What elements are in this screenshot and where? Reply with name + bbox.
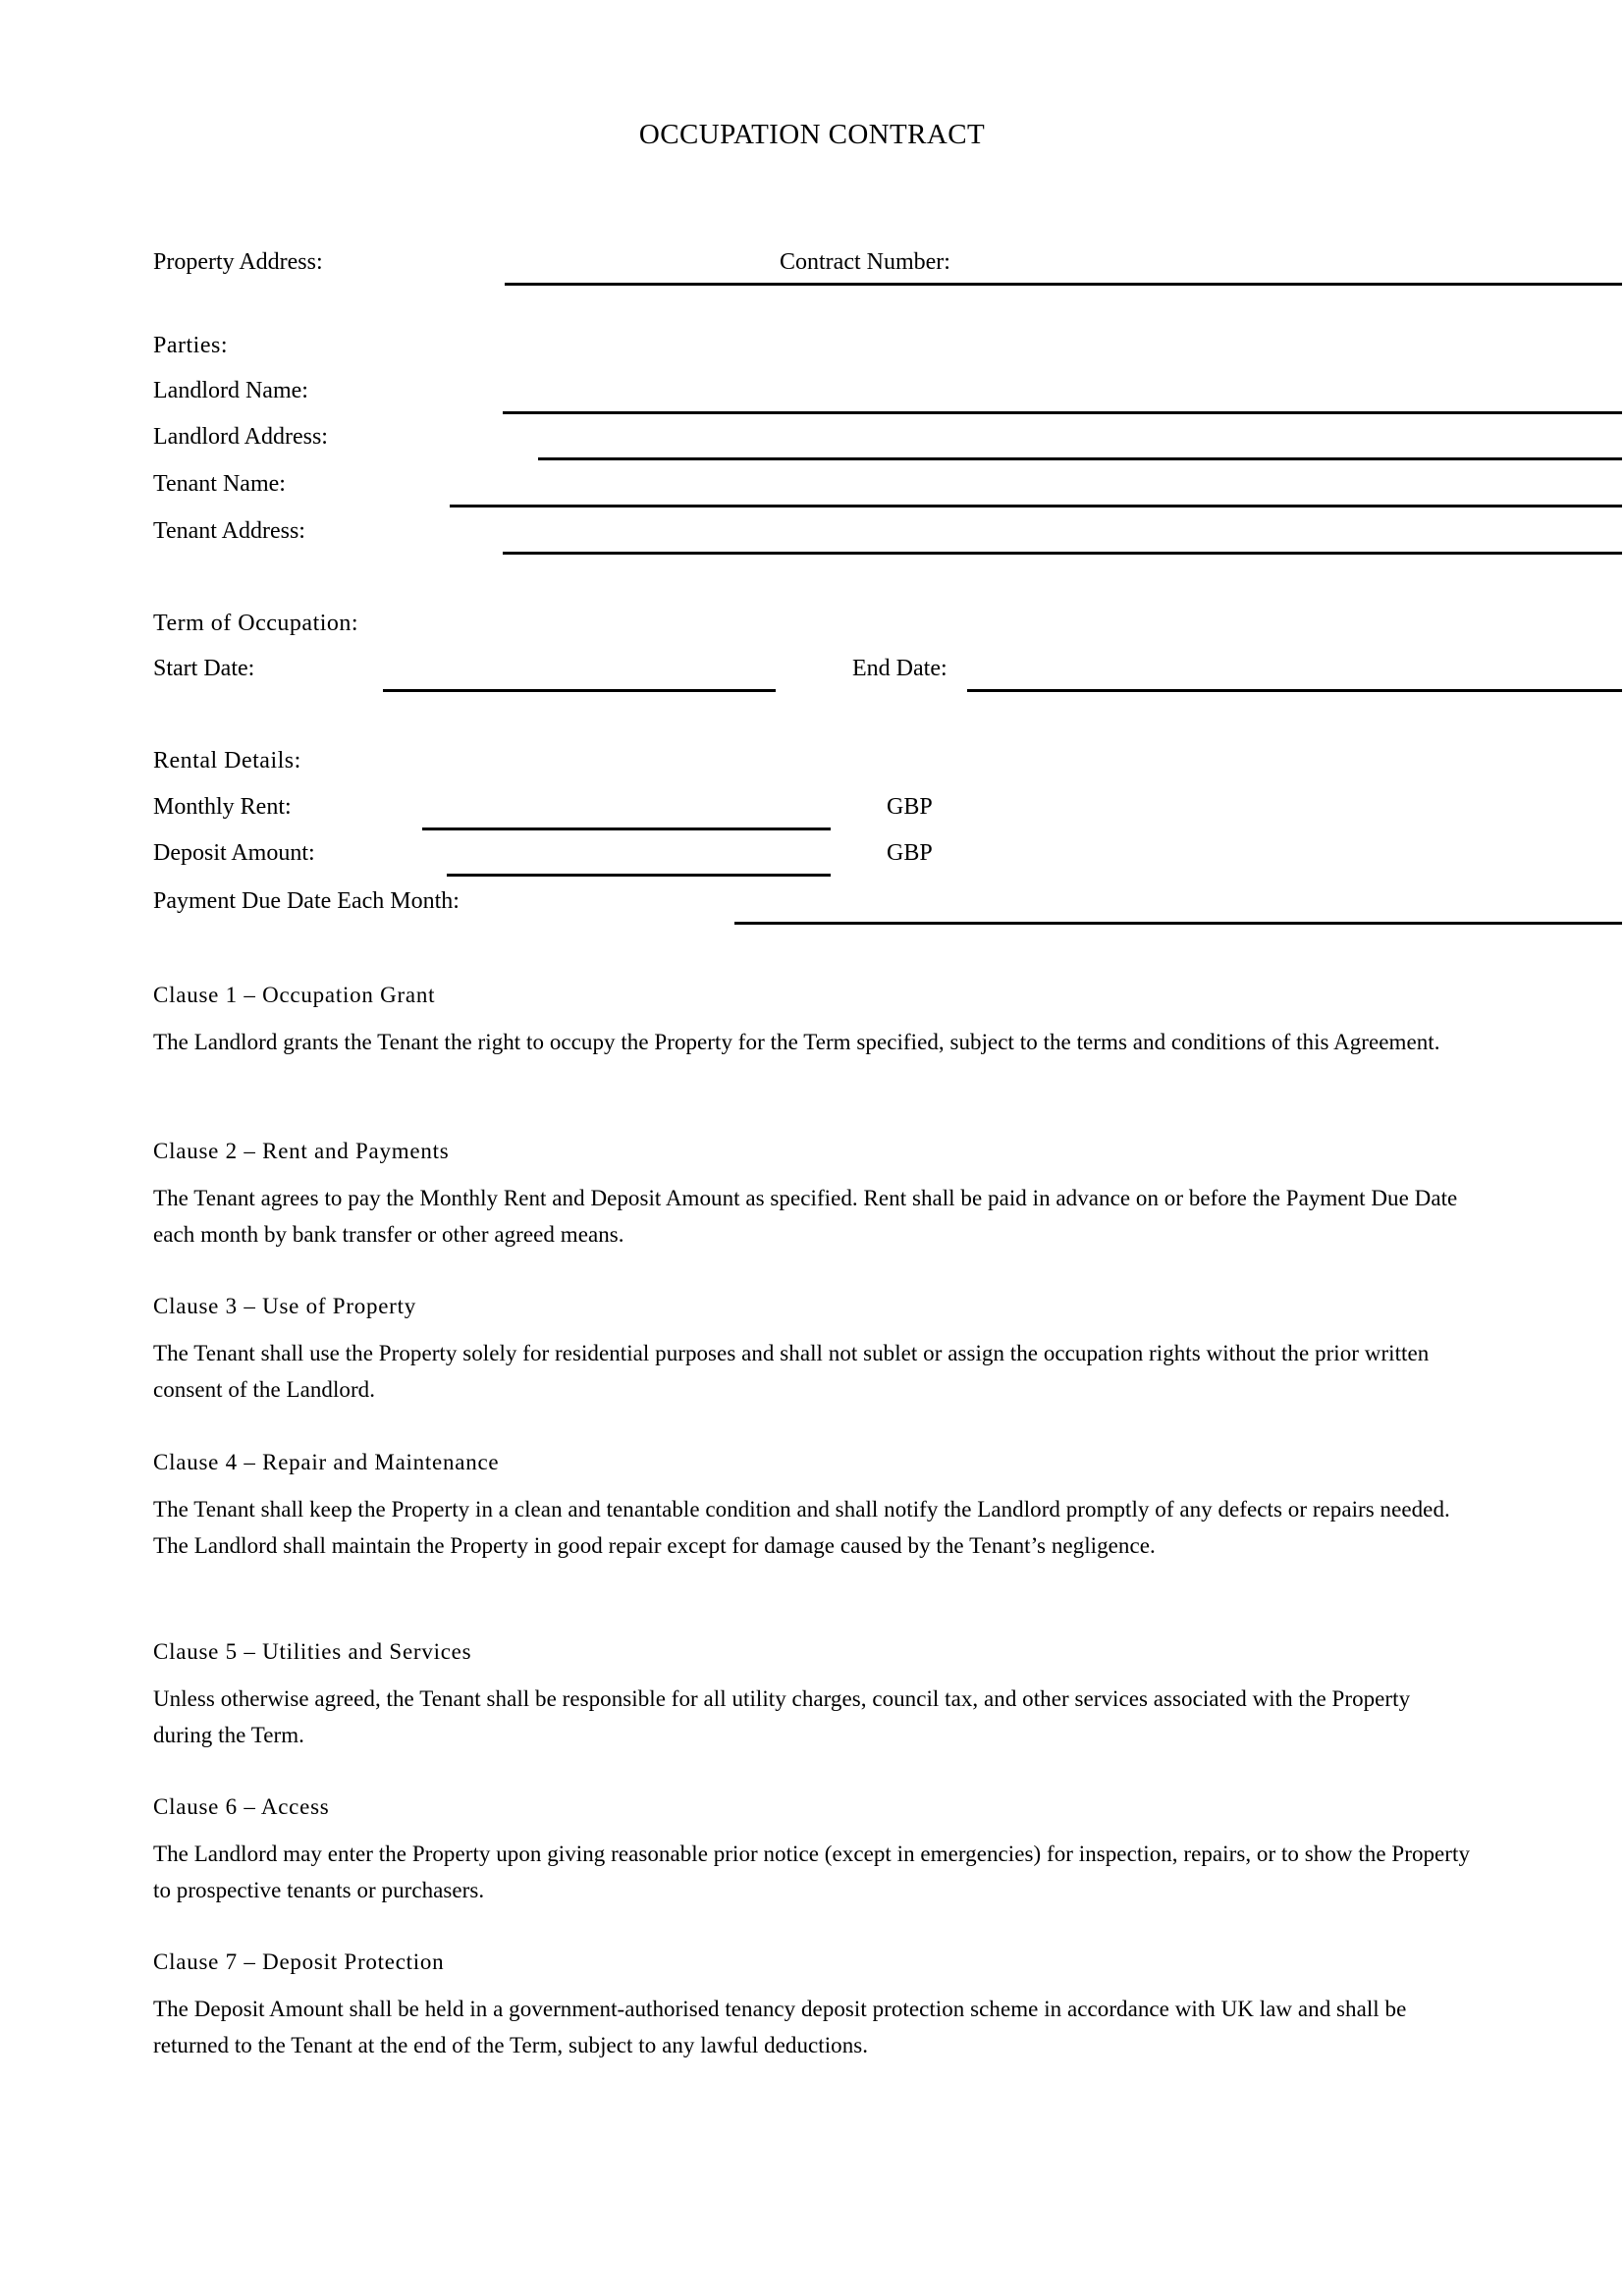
tenant-name-row <box>153 471 1471 510</box>
tenant-address-label: Tenant Address: <box>153 518 305 544</box>
term-of-occupation-heading: Term of Occupation: <box>153 611 359 636</box>
monthly-rent-currency-label: GBP <box>887 794 933 820</box>
monthly-rent-row <box>153 794 1471 833</box>
start-date-input-line[interactable] <box>383 689 776 692</box>
deposit-amount-input-line[interactable] <box>447 874 831 877</box>
clause-3 <box>153 1293 1471 1408</box>
payment-due-date-row <box>153 888 1471 928</box>
page-title: OCCUPATION CONTRACT <box>638 119 986 150</box>
payment-due-date-input-line[interactable] <box>734 922 1622 925</box>
clause-7-body: The Deposit Amount shall be held in a government-authorised tenancy deposit protection scheme in accordance with UK law and shall be returned to the Tenant at the end of the Term, subject to any lawful deductions. <box>153 1996 1407 2057</box>
clause-3-body: The Tenant shall use the Property solely for residential purposes and shall not sublet or assign the occupation rights without the prior written consent of the Landlord. <box>153 1340 1430 1402</box>
clause-6-body: The Landlord may enter the Property upon giving reasonable prior notice (except in emergencies) for inspection, repairs, or to show the Property to prospective tenants or purchasers. <box>153 1841 1470 1902</box>
landlord-address-label: Landlord Address: <box>153 424 328 450</box>
start-date-label: Start Date: <box>153 656 255 681</box>
clause-4-body: The Tenant shall keep the Property in a clean and tenantable condition and shall notify the Landlord promptly of any defects or repairs needed. The Landlord shall maintain the Property in good repair except for damage caused by the Tenant’s negligence. <box>153 1496 1450 1558</box>
landlord-name-label: Landlord Name: <box>153 378 308 403</box>
clause-2-title: Clause 2 – Rent and Payments <box>153 1139 450 1163</box>
clause-5 <box>153 1638 1471 1753</box>
property-address-input-line[interactable] <box>505 283 1622 286</box>
tenant-address-row <box>153 518 1471 558</box>
tenant-name-input-line[interactable] <box>450 505 1622 507</box>
landlord-name-input-line[interactable] <box>503 411 1622 414</box>
clause-1-title: Clause 1 – Occupation Grant <box>153 983 436 1007</box>
clause-1 <box>153 982 1471 1060</box>
clause-7-title: Clause 7 – Deposit Protection <box>153 1949 445 1974</box>
clause-1-body: The Landlord grants the Tenant the right to occupy the Property for the Term specified, subject to the terms and conditions of this Agreement. <box>153 1029 1440 1054</box>
clause-7 <box>153 1949 1471 2063</box>
rental-details-heading: Rental Details: <box>153 748 301 774</box>
contract-number-label: Contract Number: <box>780 249 950 275</box>
clause-4-title: Clause 4 – Repair and Maintenance <box>153 1450 500 1474</box>
clause-2 <box>153 1138 1471 1253</box>
clause-6 <box>153 1793 1471 1908</box>
clause-2-body: The Tenant agrees to pay the Monthly Rent and Deposit Amount as specified. Rent shall be paid in advance on or before the Payment Due Date each month by bank transfer or other agreed means. <box>153 1185 1458 1247</box>
property-address-row <box>153 249 1471 289</box>
landlord-address-input-line[interactable] <box>538 457 1622 460</box>
end-date-input-line[interactable] <box>967 689 1622 692</box>
clause-4 <box>153 1449 1471 1564</box>
clause-3-title: Clause 3 – Use of Property <box>153 1294 416 1318</box>
clause-5-body: Unless otherwise agreed, the Tenant shall be responsible for all utility charges, council tax, and other services associated with the Property during the Term. <box>153 1685 1411 1747</box>
parties-heading: Parties: <box>153 333 228 358</box>
clause-6-title: Clause 6 – Access <box>153 1794 330 1819</box>
tenant-name-label: Tenant Name: <box>153 471 286 497</box>
deposit-amount-label: Deposit Amount: <box>153 840 315 866</box>
deposit-amount-row <box>153 840 1471 880</box>
deposit-amount-currency-label: GBP <box>887 840 933 866</box>
monthly-rent-input-line[interactable] <box>422 828 831 830</box>
end-date-label: End Date: <box>852 656 947 681</box>
term-dates-row <box>153 656 1471 695</box>
payment-due-date-label: Payment Due Date Each Month: <box>153 888 460 914</box>
clause-5-title: Clause 5 – Utilities and Services <box>153 1639 472 1664</box>
tenant-address-input-line[interactable] <box>503 552 1622 555</box>
property-address-label: Property Address: <box>153 249 323 275</box>
monthly-rent-label: Monthly Rent: <box>153 794 292 820</box>
landlord-name-row <box>153 378 1471 417</box>
landlord-address-row <box>153 424 1471 463</box>
